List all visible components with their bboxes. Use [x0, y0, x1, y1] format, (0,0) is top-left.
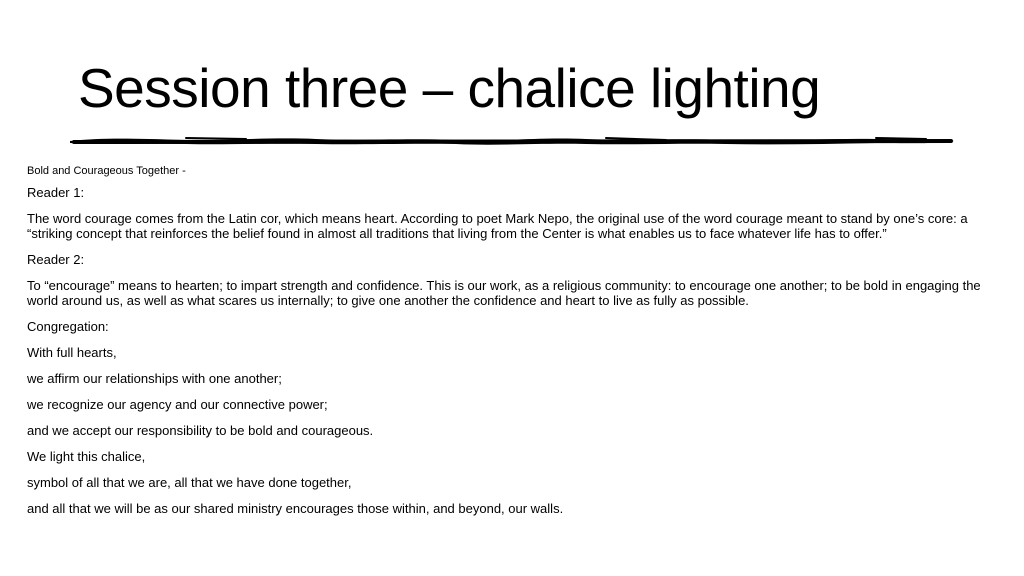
reader-2-label: Reader 2:: [27, 252, 85, 267]
reader-2-text: To “encourage” means to hearten; to impart strength and confidence. This is our work, as a religious community: to encourage one another; to be bold in engaging the world around us, as well as what scares us internally; to give one another the confidence and heart to live as fully as possible.: [27, 278, 981, 308]
slide-body: [27, 164, 1002, 527]
congregation-line: and we accept our responsibility to be bold and courageous.: [27, 423, 374, 438]
congregation-line: With full hearts,: [27, 345, 117, 360]
slide-subtitle: Bold and Courageous Together -: [27, 165, 186, 177]
congregation-line: symbol of all that we are, all that we have done together,: [27, 475, 352, 490]
reader-1-text: The word courage comes from the Latin cor, which means heart. According to poet Mark Nepo, the original use of the word courage meant to stand by one’s core: a “striking concept that reinforces the belief found in almost all traditions that living from the Center is what enables us to face whatever life has to offer.”: [27, 211, 968, 241]
title-underline-brushstroke: [66, 130, 958, 152]
congregation-line: we affirm our relationships with one another;: [27, 371, 282, 386]
congregation-label: Congregation:: [27, 319, 109, 334]
congregation-line: We light this chalice,: [27, 449, 146, 464]
reader-1-label: Reader 1:: [27, 185, 85, 200]
congregation-line: and all that we will be as our shared ministry encourages those within, and beyond, our walls.: [27, 501, 564, 516]
slide-title: Session three – chalice lighting: [78, 57, 821, 119]
congregation-line: we recognize our agency and our connective power;: [27, 397, 328, 412]
